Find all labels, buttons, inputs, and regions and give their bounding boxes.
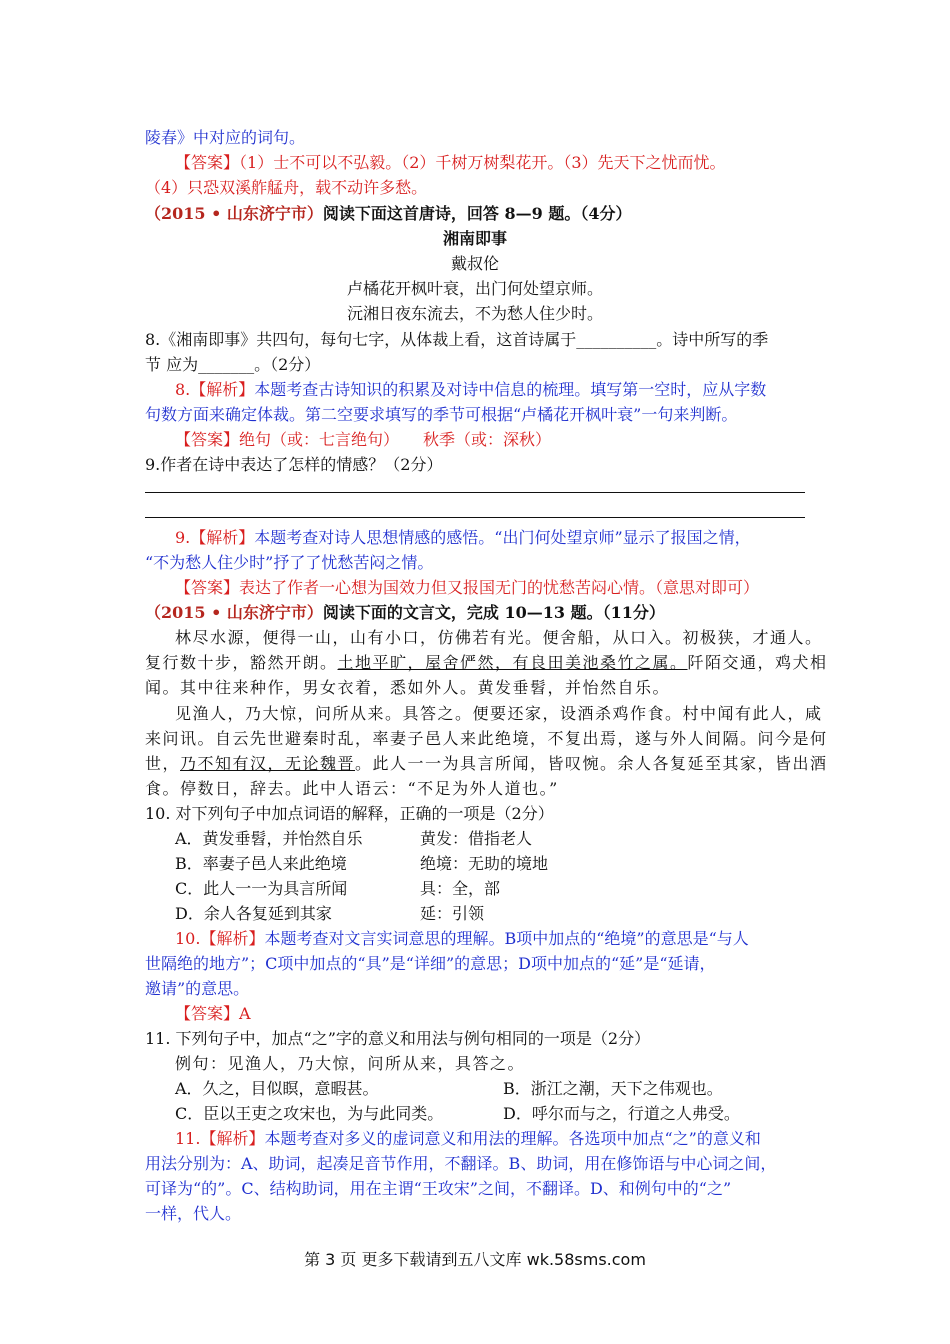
section-heading <box>145 203 631 225</box>
answer-rule <box>145 517 805 518</box>
option-d: D．呼尔而与之，行道之人弗受。 <box>503 1104 740 1123</box>
answer-line: （4）只恐双溪舴艋舟，载不动许多愁。 <box>145 178 428 197</box>
analysis-line: “不为愁人住少时”抒了了忧愁苦闷之情。 <box>145 553 434 572</box>
section-heading <box>145 602 665 624</box>
analysis-num: 9. <box>175 528 191 547</box>
passage-line <box>145 652 828 674</box>
analysis-num: 11. <box>175 1129 201 1148</box>
example-sentence: 例句：见渔人，乃大惊，问所从来，具答之。 <box>175 1054 526 1073</box>
analysis-line: 一样，代人。 <box>145 1204 242 1223</box>
source-tag: （2015 • 山东济宁市） <box>145 204 323 223</box>
analysis-line: 用法分别为：A、助词，起凑足音节作用，不翻译。B、助词，用在修饰语与中心词之间， <box>145 1154 777 1173</box>
analysis-tag: 【解析】 <box>190 380 255 399</box>
answer-rule <box>145 492 805 493</box>
passage-line: 林尽水源，便得一山，山有小口，仿佛若有光。便舍船，从口入。初极狭，才通人。 <box>175 628 823 647</box>
answer-text: A <box>239 1004 251 1023</box>
poem-line: 沅湘日夜东流去，不为愁人住少时。 <box>346 304 603 323</box>
analysis-tag: 【解析】 <box>200 1129 265 1148</box>
question-8: 节 应为_______。（2分） <box>145 355 321 374</box>
answer-tag: 【答案】 <box>175 430 240 449</box>
option-b: B．率妻子邑人来此绝境 <box>175 854 347 873</box>
poem-title: 湘南即事 <box>442 229 507 248</box>
option-b-gloss: 绝境：无助的境地 <box>420 854 549 873</box>
analysis-num: 8. <box>175 380 191 399</box>
answer-text: （1）士不可以不弘毅。（2）千树万树梨花开。（3）先天下之忧而忧。 <box>239 153 726 172</box>
question-11: 11. 下列句子中，加点“之”字的意义和用法与例句相同的一项是（2分） <box>145 1029 651 1048</box>
answer-line <box>175 1003 251 1025</box>
analysis-num: 10. <box>175 929 201 948</box>
analysis-text: 本题考查古诗知识的积累及对诗中信息的梳理。填写第一空时，应从字数 <box>254 380 767 399</box>
option-a: A．久之，目似瞑，意暇甚。 <box>175 1079 379 1098</box>
passage-line <box>145 753 828 775</box>
analysis-line <box>175 527 751 549</box>
analysis-line <box>175 928 749 950</box>
analysis-text: 本题考查对诗人思想情感的感悟。“出门何处望京师”显示了报国之情， <box>254 528 751 547</box>
question-8: 8.《湘南即事》共四句，每句七字，从体裁上看，这首诗属于__________。诗中所写的季 <box>145 330 769 349</box>
answer-line <box>175 152 726 174</box>
answer-text: 绝句（或：七言绝句） 秋季（或：深秋） <box>239 430 552 449</box>
analysis-tag: 【解析】 <box>190 528 255 547</box>
answer-text: 表达了作者一心想为国效力但又报国无门的忧愁苦闷心情。（意思对即可） <box>239 578 760 597</box>
passage-text: 阡陌交通，鸡犬相 <box>687 653 828 672</box>
underlined-sentence: 土地平旷，屋舍俨然，有良田美池桑竹之属。 <box>337 653 688 672</box>
poem-author: 戴叔伦 <box>450 254 499 273</box>
analysis-line: 世隔绝的地方”；C项中加点的“具”是“详细”的意思；D项中加点的“延”是“延请， <box>145 954 716 973</box>
analysis-line: 邀请”的意思。 <box>145 979 250 998</box>
option-c: C．臣以王吏之攻宋也，为与此同类。 <box>175 1104 444 1123</box>
analysis-text: 本题考查对多义的虚词意义和用法的理解。各选项中加点“之”的意义和 <box>264 1129 761 1148</box>
question-10: 10. 对下列句子中加点词语的解释，正确的一项是（2分） <box>145 804 554 823</box>
option-a: A．黄发垂髫，并怡然自乐 <box>175 829 363 848</box>
poem-line: 卢橘花开枫叶衰，出门何处望京师。 <box>346 279 603 298</box>
answer-line <box>175 577 759 599</box>
option-b: B．浙江之潮，天下之伟观也。 <box>503 1079 723 1098</box>
answer-tag: 【答案】 <box>175 578 240 597</box>
passage-line: 见渔人，乃大惊，问所从来。具答之。便要还家，设酒杀鸡作食。村中闻有此人，咸 <box>175 704 823 723</box>
analysis-line: 句数方面来确定体裁。第二空要求填写的季节可根据“卢橘花开枫叶衰”一句来判断。 <box>145 405 738 424</box>
page-footer: 第 3 页 更多下载请到五八文库 wk.58sms.com <box>304 1250 646 1269</box>
passage-text: 复行数十步，豁然开朗。 <box>145 653 338 672</box>
analysis-line <box>175 1128 761 1150</box>
analysis-line <box>175 379 766 401</box>
option-d: D．余人各复延到其家 <box>175 904 332 923</box>
answer-line <box>175 429 551 451</box>
section-instruction: 阅读下面的文言文，完成 10—13 题。（11分） <box>322 603 665 622</box>
passage-line: 闻。其中往来种作，男女衣着，悉如外人。黄发垂髫，并怡然自乐。 <box>145 678 671 697</box>
option-c: C．此人一一为具言所闻 <box>175 879 348 898</box>
source-tag: （2015 • 山东济宁市） <box>145 603 323 622</box>
option-c-gloss: 具：全，部 <box>420 879 501 898</box>
underlined-sentence: 乃不知有汉，无论魏晋 <box>180 754 356 773</box>
analysis-text: 本题考查对文言实词意思的理解。B项中加点的“绝境”的意思是“与人 <box>264 929 749 948</box>
passage-line: 来问讯。自云先世避秦时乱，率妻子邑人来此绝境，不复出焉，遂与外人间隔。问今是何 <box>145 729 828 748</box>
text-line: 陵春》中对应的词句。 <box>145 128 306 147</box>
analysis-line: 可译为“的”。C、结构助词，用在主谓“王攻宋”之间，不翻译。D、和例句中的“之” <box>145 1179 732 1198</box>
analysis-tag: 【解析】 <box>200 929 265 948</box>
answer-tag: 【答案】 <box>175 153 240 172</box>
option-d-gloss: 延：引领 <box>420 904 485 923</box>
passage-text: 世， <box>145 754 181 773</box>
option-a-gloss: 黄发：借指老人 <box>420 829 533 848</box>
answer-tag: 【答案】 <box>175 1004 240 1023</box>
question-9: 9.作者在诗中表达了怎样的情感？（2分） <box>145 455 443 474</box>
passage-text: 。此人一一为具言所闻，皆叹惋。余人各复延至其家，皆出酒 <box>355 754 828 773</box>
passage-line: 食。停数日，辞去。此中人语云：“不足为外人道也。” <box>145 779 559 798</box>
section-instruction: 阅读下面这首唐诗，回答 8—9 题。（4分） <box>322 204 632 223</box>
